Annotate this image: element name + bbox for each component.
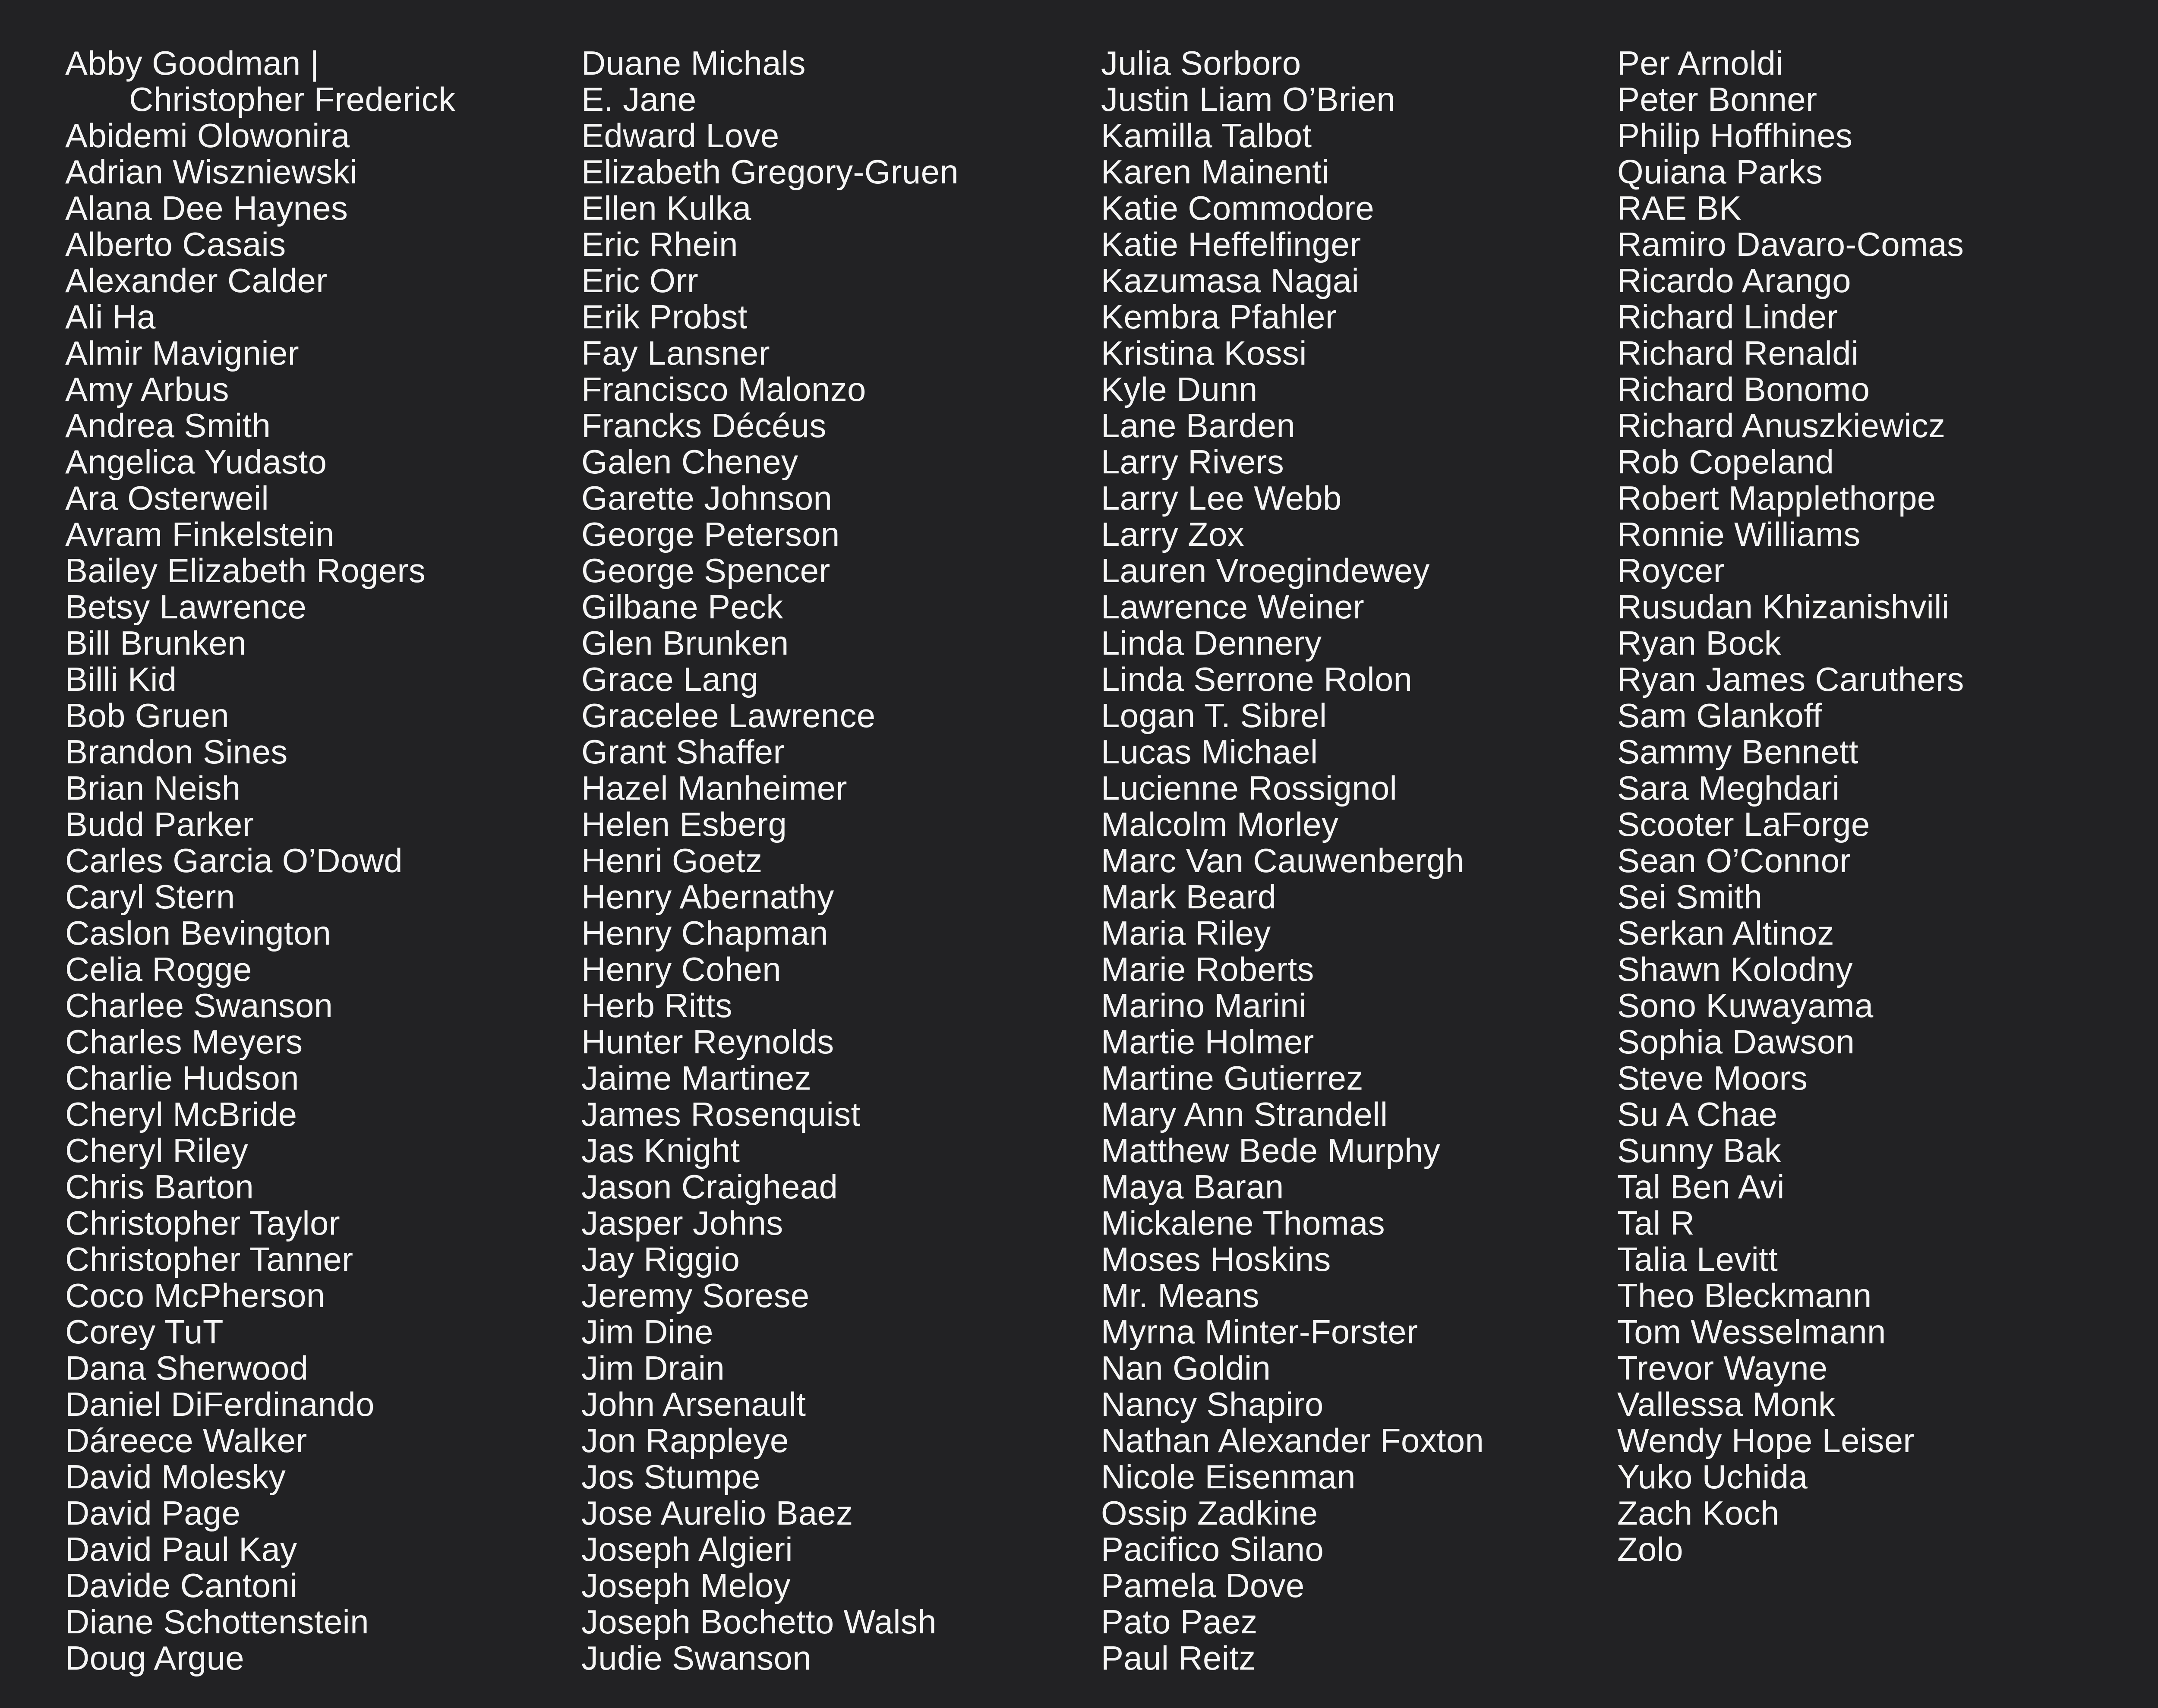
artist-name: Larry Rivers (1101, 443, 1284, 481)
artist-name: Eric Orr (581, 262, 699, 299)
artist-name: Bob Gruen (65, 696, 229, 734)
artist-name: James Rosenquist (581, 1095, 861, 1133)
artist-name: Chris Barton (65, 1168, 254, 1206)
artist-name: Grant Shaffer (581, 733, 785, 771)
artist-name: Henry Abernathy (581, 878, 834, 916)
artist-name: Linda Serrone Rolon (1101, 660, 1413, 698)
artist-name: Richard Bonomo (1617, 370, 1870, 408)
artist-name: Jon Rappleye (581, 1421, 789, 1459)
artist-name: Robert Mapplethorpe (1617, 479, 1936, 517)
artist-name: Cheryl Riley (65, 1131, 249, 1169)
artist-name: Alexander Calder (65, 262, 328, 299)
name-column-1 (65, 45, 455, 1676)
artist-name: Lucienne Rossignol (1101, 769, 1398, 807)
artist-name: Henry Chapman (581, 914, 828, 952)
artist-name: Logan T. Sibrel (1101, 696, 1327, 734)
artist-name: Elizabeth Gregory-Gruen (581, 153, 959, 191)
artist-name: Karen Mainenti (1101, 153, 1329, 191)
artist-name: Ali Ha (65, 298, 156, 336)
artist-name: Myrna Minter-Forster (1101, 1313, 1418, 1351)
artist-name: Francks Décéus (581, 407, 827, 444)
artist-name: Roycer (1617, 551, 1725, 589)
artist-name: Adrian Wiszniewski (65, 153, 358, 191)
artist-name: Lucas Michael (1101, 733, 1318, 771)
artist-name: Larry Lee Webb (1101, 479, 1342, 517)
artist-name: Jay Riggio (581, 1240, 740, 1278)
artist-name: Jose Aurelio Baez (581, 1494, 853, 1532)
artist-name: Jeremy Sorese (581, 1276, 810, 1314)
artist-name: Nan Goldin (1101, 1349, 1271, 1387)
artist-name: David Page (65, 1494, 241, 1532)
artist-name: Marino Marini (1101, 986, 1307, 1024)
artist-name: Edward Love (581, 117, 779, 154)
artist-name: Mark Beard (1101, 878, 1277, 916)
artist-name: Nancy Shapiro (1101, 1385, 1324, 1423)
artist-name: Cheryl McBride (65, 1095, 297, 1133)
artist-name: Avram Finkelstein (65, 515, 334, 553)
artist-name: Betsy Lawrence (65, 588, 307, 626)
artist-name: Joseph Meloy (581, 1566, 791, 1604)
artist-name: Pacifico Silano (1101, 1530, 1324, 1568)
artist-name: Sean O’Connor (1617, 841, 1851, 879)
artist-name: Billi Kid (65, 660, 177, 698)
artist-name: Jim Drain (581, 1349, 725, 1387)
artist-name: Maya Baran (1101, 1168, 1284, 1206)
artist-name: Jas Knight (581, 1131, 740, 1169)
artist-name: Francisco Malonzo (581, 370, 866, 408)
artist-name: Sara Meghdari (1617, 769, 1840, 807)
name-column-4 (1617, 45, 1964, 1567)
artist-name: E. Jane (581, 80, 697, 118)
artist-name: Malcolm Morley (1101, 805, 1339, 843)
artist-name: Jaime Martinez (581, 1059, 812, 1097)
artist-name: Alberto Casais (65, 225, 286, 263)
artist-name: Richard Anuszkiewicz (1617, 407, 1946, 444)
artist-name: Almir Mavignier (65, 334, 299, 372)
name-column-2 (581, 45, 959, 1676)
artist-name: Sunny Bak (1617, 1131, 1781, 1169)
artist-name: Katie Commodore (1101, 189, 1375, 227)
artist-name: Talia Levitt (1617, 1240, 1778, 1278)
artist-name: Erik Probst (581, 298, 748, 336)
artist-name: Lauren Vroegindewey (1101, 551, 1430, 589)
artist-name: Sophia Dawson (1617, 1023, 1855, 1061)
artist-name: Charles Meyers (65, 1023, 303, 1061)
artist-name: Bill Brunken (65, 624, 246, 662)
artist-name: Jason Craighead (581, 1168, 838, 1206)
artist-name: Dáreece Walker (65, 1421, 307, 1459)
artist-name: Marie Roberts (1101, 950, 1314, 988)
artist-name: Glen Brunken (581, 624, 789, 662)
artist-name: Joseph Bochetto Walsh (581, 1603, 937, 1641)
artist-name: Alana Dee Haynes (65, 189, 348, 227)
artist-name: Charlee Swanson (65, 986, 333, 1024)
artist-name: Garette Johnson (581, 479, 833, 517)
artist-name: Duane Michals (581, 44, 806, 82)
artist-name: Bailey Elizabeth Rogers (65, 551, 426, 589)
artist-name: Marc Van Cauwenbergh (1101, 841, 1464, 879)
artist-name: Andrea Smith (65, 407, 271, 444)
artist-name: Budd Parker (65, 805, 254, 843)
artist-name: Herb Ritts (581, 986, 732, 1024)
artist-name: Katie Heffelfinger (1101, 225, 1361, 263)
artist-name: Peter Bonner (1617, 80, 1817, 118)
artist-name: Richard Linder (1617, 298, 1838, 336)
artist-name: Hunter Reynolds (581, 1023, 834, 1061)
artist-name: Christopher Frederick (129, 80, 456, 118)
artist-name: Ramiro Davaro-Comas (1617, 225, 1964, 263)
artist-name: Wendy Hope Leiser (1617, 1421, 1915, 1459)
artist-name: Christopher Taylor (65, 1204, 340, 1242)
artist-name: Jim Dine (581, 1313, 713, 1351)
artist-name: George Peterson (581, 515, 840, 553)
artist-name: Christopher Tanner (65, 1240, 353, 1278)
artist-name: Amy Arbus (65, 370, 229, 408)
artist-name: Dana Sherwood (65, 1349, 309, 1387)
artist-name: Rusudan Khizanishvili (1617, 588, 1950, 626)
artist-name: Pato Paez (1101, 1603, 1258, 1641)
artist-name: Daniel DiFerdinando (65, 1385, 375, 1423)
artist-name: Eric Rhein (581, 225, 738, 263)
artist-name: Martie Holmer (1101, 1023, 1314, 1061)
artist-name: Mary Ann Strandell (1101, 1095, 1388, 1133)
artist-name: John Arsenault (581, 1385, 806, 1423)
artist-name: Matthew Bede Murphy (1101, 1131, 1441, 1169)
artist-name: Quiana Parks (1617, 153, 1823, 191)
artist-name: Kazumasa Nagai (1101, 262, 1360, 299)
artist-name: Sam Glankoff (1617, 696, 1822, 734)
artist-name: Scooter LaForge (1617, 805, 1870, 843)
artist-name: Joseph Algieri (581, 1530, 793, 1568)
artist-name: Fay Lansner (581, 334, 770, 372)
artist-name: Yuko Uchida (1617, 1458, 1808, 1496)
artist-name: Mr. Means (1101, 1276, 1259, 1314)
artist-name: Zolo (1617, 1530, 1683, 1568)
artist-name: Helen Esberg (581, 805, 787, 843)
artist-name: Ossip Zadkine (1101, 1494, 1318, 1532)
artist-name: Pamela Dove (1101, 1566, 1305, 1604)
artist-name: Abby Goodman | (65, 44, 319, 82)
artist-name: Julia Sorboro (1101, 44, 1301, 82)
artist-name: Diane Schottenstein (65, 1603, 369, 1641)
artist-name: Carles Garcia O’Dowd (65, 841, 403, 879)
artist-name: Coco McPherson (65, 1276, 325, 1314)
artist-name: Galen Cheney (581, 443, 798, 481)
artist-name: Rob Copeland (1617, 443, 1834, 481)
artist-name: George Spencer (581, 551, 830, 589)
artist-name: Per Arnoldi (1617, 44, 1783, 82)
artist-name: Sammy Bennett (1617, 733, 1858, 771)
artist-name: Henry Cohen (581, 950, 781, 988)
artist-name: Richard Renaldi (1617, 334, 1859, 372)
artist-name: Ellen Kulka (581, 189, 751, 227)
artist-name: Su A Chae (1617, 1095, 1778, 1133)
artist-name: Jos Stumpe (581, 1458, 760, 1496)
artist-name: Moses Hoskins (1101, 1240, 1331, 1278)
artist-name: Steve Moors (1617, 1059, 1808, 1097)
artist-name: Brandon Sines (65, 733, 288, 771)
artist-name: Doug Argue (65, 1639, 244, 1677)
artist-name: Paul Reitz (1101, 1639, 1256, 1677)
artist-name: Theo Bleckmann (1617, 1276, 1872, 1314)
artist-name: Sono Kuwayama (1617, 986, 1874, 1024)
artist-name: Angelica Yudasto (65, 443, 327, 481)
artist-name: David Paul Kay (65, 1530, 297, 1568)
artist-name: Tal R (1617, 1204, 1695, 1242)
artist-name: Maria Riley (1101, 914, 1271, 952)
artist-name: Jasper Johns (581, 1204, 783, 1242)
artist-name: Ricardo Arango (1617, 262, 1851, 299)
artist-name: Ryan James Caruthers (1617, 660, 1964, 698)
artist-name: David Molesky (65, 1458, 286, 1496)
artist-name: Philip Hoffhines (1617, 117, 1853, 154)
artist-name: Charlie Hudson (65, 1059, 299, 1097)
artist-name: RAE BK (1617, 189, 1742, 227)
artist-name: Mickalene Thomas (1101, 1204, 1385, 1242)
artist-name: Abidemi Olowonira (65, 117, 350, 154)
artist-name: Judie Swanson (581, 1639, 811, 1677)
artist-name: Zach Koch (1617, 1494, 1779, 1532)
artist-name: Caryl Stern (65, 878, 235, 916)
artist-name: Kamilla Talbot (1101, 117, 1312, 154)
artist-name: Davide Cantoni (65, 1566, 297, 1604)
artist-name: Kristina Kossi (1101, 334, 1307, 372)
artist-name: Grace Lang (581, 660, 759, 698)
artist-name: Ronnie Williams (1617, 515, 1861, 553)
artist-name: Lawrence Weiner (1101, 588, 1365, 626)
artist-name: Larry Zox (1101, 515, 1245, 553)
artist-name: Kyle Dunn (1101, 370, 1258, 408)
artist-name: Vallessa Monk (1617, 1385, 1836, 1423)
artist-name: Lane Barden (1101, 407, 1296, 444)
artist-name: Gracelee Lawrence (581, 696, 876, 734)
artist-name: Martine Gutierrez (1101, 1059, 1363, 1097)
artist-name: Shawn Kolodny (1617, 950, 1853, 988)
artist-name: Kembra Pfahler (1101, 298, 1337, 336)
artist-name: Sei Smith (1617, 878, 1763, 916)
artist-name: Serkan Altinoz (1617, 914, 1834, 952)
artist-name: Celia Rogge (65, 950, 252, 988)
artist-name: Linda Dennery (1101, 624, 1322, 662)
artist-name: Hazel Manheimer (581, 769, 847, 807)
artist-name: Henri Goetz (581, 841, 763, 879)
artist-name: Trevor Wayne (1617, 1349, 1828, 1387)
artist-name: Caslon Bevington (65, 914, 331, 952)
name-column-3 (1101, 45, 1484, 1676)
artist-name: Brian Neish (65, 769, 241, 807)
artist-name: Justin Liam O’Brien (1101, 80, 1395, 118)
artist-name: Corey TuT (65, 1313, 224, 1351)
artist-name: Tom Wesselmann (1617, 1313, 1886, 1351)
artist-name: Tal Ben Avi (1617, 1168, 1785, 1206)
artist-name: Ara Osterweil (65, 479, 269, 517)
artist-name: Nathan Alexander Foxton (1101, 1421, 1484, 1459)
artist-name: Gilbane Peck (581, 588, 783, 626)
artist-name: Ryan Bock (1617, 624, 1781, 662)
artist-name: Nicole Eisenman (1101, 1458, 1356, 1496)
